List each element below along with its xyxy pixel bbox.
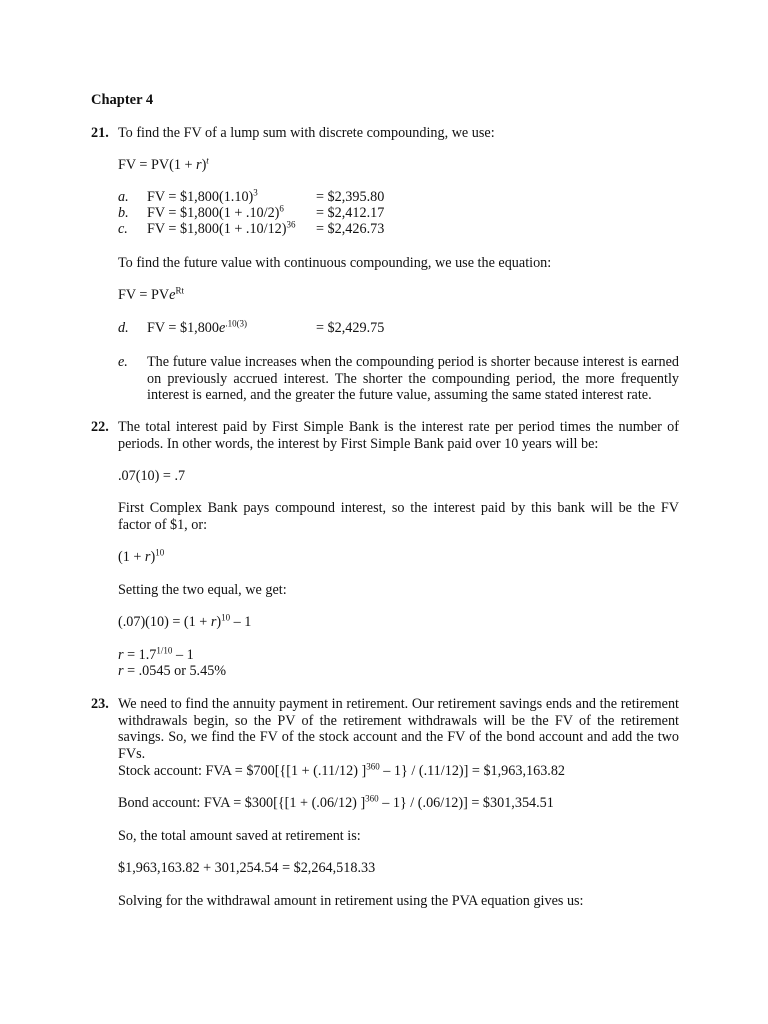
q23-stock-account: Stock account: FVA = $700[{[1 + (.11/12) ]$^{360}$ – 1} / (.11/12)] = $1,963,163.82 — [118, 761, 566, 779]
q21-item-d-label: d. — [118, 320, 129, 336]
q22-equation-2: $(1 + r)^{10}$ — [118, 547, 165, 565]
q21-item-a-equation: FV = $\$1,800(1.10)^3$ — [147, 187, 258, 205]
question-number-21: 21. — [91, 125, 109, 141]
q21-item-d-result: = $2,429.75 — [316, 320, 385, 336]
q22-equation-4: $r = 1.7^{1/10} - 1$ — [118, 645, 194, 663]
q21-item-a-label: a. — [118, 189, 129, 205]
question-number-23: 23. — [91, 696, 109, 712]
q21-continuous-formula: FV = PVe$^{Rt}$ — [118, 285, 184, 303]
q21-item-b-equation: FV = $1,800(1 + .10/2)$^6$ — [147, 203, 284, 221]
q22-paragraph-1: The total interest paid by First Simple Bank is the interest rate per period times the number of periods. In other words, the interest by First Simple Bank paid over 10 years will be: — [118, 419, 679, 452]
q21-item-c-equation: FV = $1,800(1 + .10/12)$^{36}$ — [147, 219, 296, 237]
q21-intro: To find the FV of a lump sum with discrete compounding, we use: — [118, 125, 495, 141]
q21-item-b-result: = $2,412.17 — [316, 205, 385, 221]
q22-equation-3: $(.07)(10) = (1 + r)^{10} - 1$ — [118, 612, 252, 630]
chapter-heading: Chapter 4 — [91, 92, 154, 108]
q22-paragraph-3: Setting the two equal, we get: — [118, 582, 287, 598]
q21-item-e-label: e. — [118, 354, 128, 370]
q21-item-c-label: c. — [118, 221, 128, 237]
q23-paragraph-1: We need to find the annuity payment in retirement. Our retirement savings ends and the retirement withdrawals begin, so the PV of the retirement withdrawals will be the FV of the retirement savings. So, we find the FV of the stock account and the FV of the bond account and add the two FVs. — [118, 696, 679, 762]
q23-total-sum: $1,963,163.82 + 301,254.54 = $2,264,518.33 — [118, 860, 376, 876]
q21-item-b-label: b. — [118, 205, 129, 221]
question-number-22: 22. — [91, 419, 109, 435]
q23-paragraph-2: So, the total amount saved at retirement is: — [118, 828, 361, 844]
q23-paragraph-3: Solving for the withdrawal amount in retirement using the PVA equation gives us: — [118, 893, 584, 909]
q22-equation-5: r = .0545 or 5.45% — [118, 663, 227, 679]
q22-equation-1: .07(10) = .7 — [118, 468, 186, 484]
q21-item-e-text: The future value increases when the compounding period is shorter because interest is earned on previously accrued interest. The shorter the compounding period, the more frequently interest is earned, and the greater the future value, assuming the same stated interest rate. — [147, 354, 679, 403]
q21-item-d-equation: FV = $\$1,800e^{.10(3)}$ — [147, 318, 248, 336]
q23-bond-account: Bond account: FVA = $300[{[1 + (.06/12) ]$^{360}$ – 1} / (.06/12)] = $301,354.51 — [118, 793, 554, 811]
q21-item-a-result: = $2,395.80 — [316, 189, 385, 205]
q22-paragraph-2: First Complex Bank pays compound interest, so the interest paid by this bank will be the FV factor of $1, or: — [118, 500, 679, 533]
q21-continuous-intro: To find the future value with continuous compounding, we use the equation: — [118, 255, 552, 271]
q21-item-c-result: = $2,426.73 — [316, 221, 385, 237]
q21-formula: FV = $PV(1 + r)^t$ — [118, 155, 209, 173]
